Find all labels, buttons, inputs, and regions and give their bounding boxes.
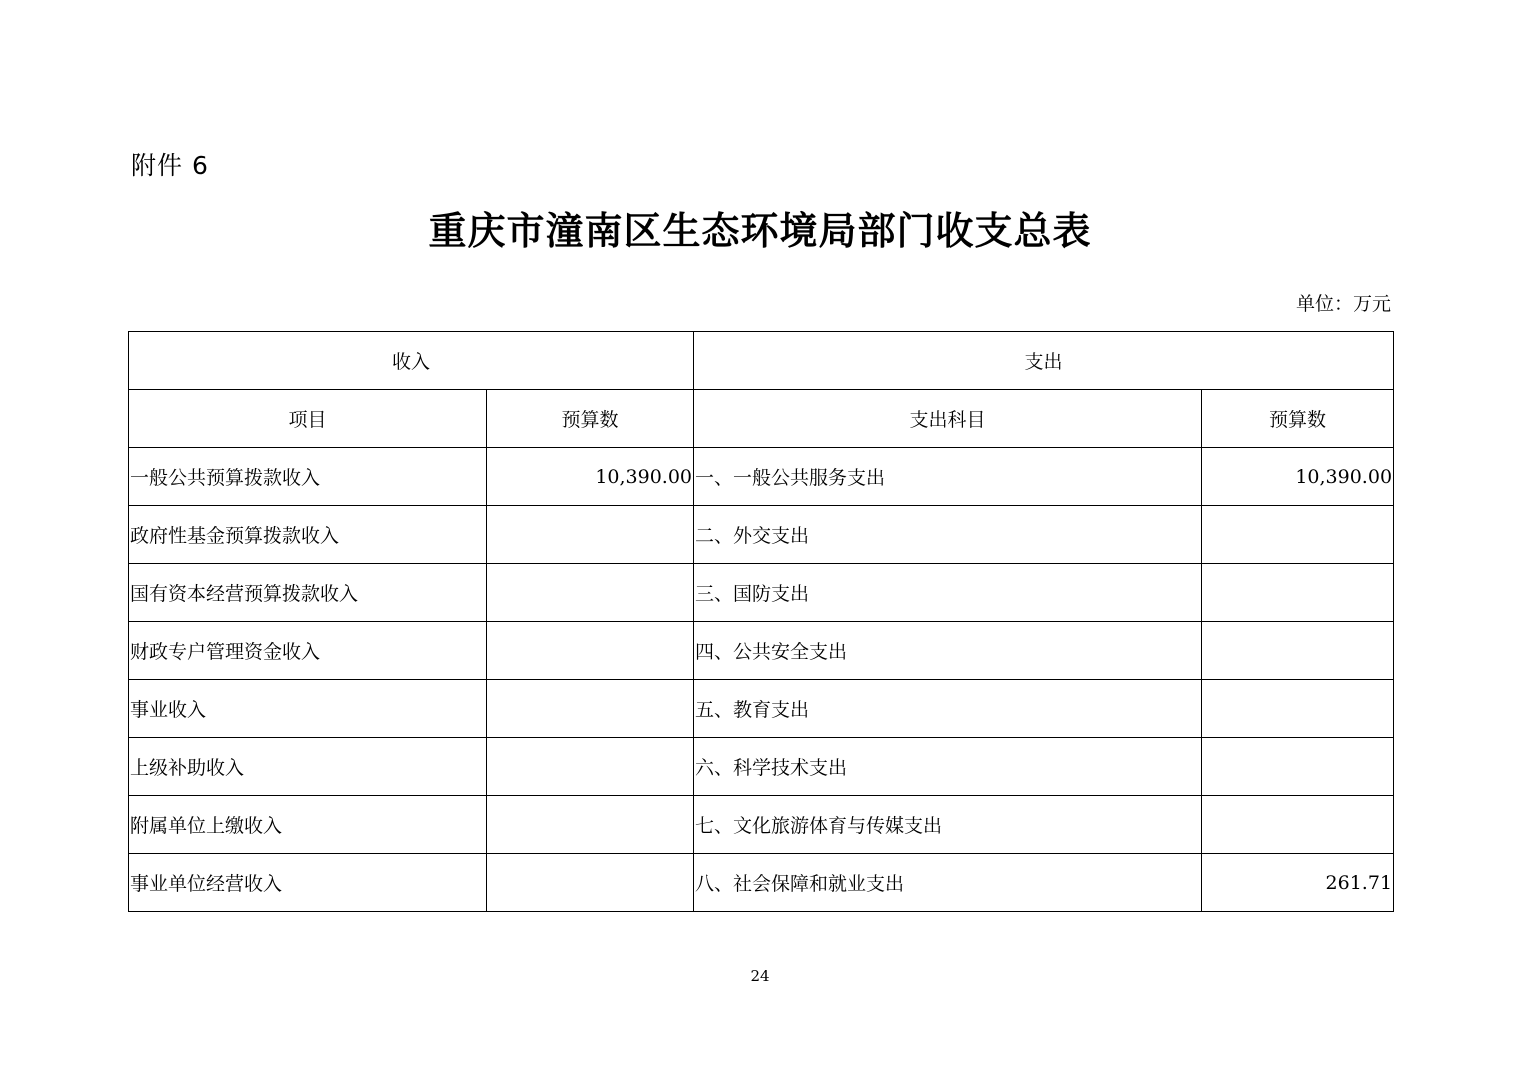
expense-item-cell: 七、文化旅游体育与传媒支出 — [694, 796, 1202, 854]
page-title: 重庆市潼南区生态环境局部门收支总表 — [428, 208, 1092, 253]
table-row — [129, 738, 1394, 796]
income-amount-cell — [487, 854, 694, 912]
income-group-header: 收入 — [129, 332, 694, 390]
page-number: 24 — [750, 967, 770, 985]
income-item-cell: 财政专户管理资金收入 — [129, 622, 487, 680]
income-amount-cell — [487, 796, 694, 854]
expense-item-cell: 三、国防支出 — [694, 564, 1202, 622]
income-amount-cell — [487, 506, 694, 564]
expense-amount-cell — [1202, 564, 1394, 622]
income-item-cell: 事业收入 — [129, 680, 487, 738]
column-header-row — [129, 390, 1394, 448]
expense-amount-cell — [1202, 738, 1394, 796]
budget-summary-table — [128, 331, 1394, 912]
income-amount-cell — [487, 564, 694, 622]
expense-amount-cell: 10,390.00 — [1202, 448, 1394, 506]
income-item-cell: 附属单位上缴收入 — [129, 796, 487, 854]
expense-item-cell: 二、外交支出 — [694, 506, 1202, 564]
income-item-cell: 一般公共预算拨款收入 — [129, 448, 487, 506]
table-row — [129, 796, 1394, 854]
expense-amount-cell — [1202, 680, 1394, 738]
income-item-header: 项目 — [129, 390, 487, 448]
expense-item-cell: 六、科学技术支出 — [694, 738, 1202, 796]
expense-group-header: 支出 — [694, 332, 1394, 390]
income-item-cell: 事业单位经营收入 — [129, 854, 487, 912]
expense-item-cell: 四、公共安全支出 — [694, 622, 1202, 680]
table-row — [129, 564, 1394, 622]
table-row — [129, 854, 1394, 912]
expense-amount-header: 预算数 — [1202, 390, 1394, 448]
expense-item-cell: 五、教育支出 — [694, 680, 1202, 738]
expense-item-cell: 一、一般公共服务支出 — [694, 448, 1202, 506]
table-row — [129, 680, 1394, 738]
table-row — [129, 622, 1394, 680]
expense-amount-cell: 261.71 — [1202, 854, 1394, 912]
income-amount-header: 预算数 — [487, 390, 694, 448]
expense-amount-cell — [1202, 506, 1394, 564]
expense-item-cell: 八、社会保障和就业支出 — [694, 854, 1202, 912]
attachment-label: 附件 6 — [131, 151, 209, 180]
expense-item-header: 支出科目 — [694, 390, 1202, 448]
income-amount-cell — [487, 622, 694, 680]
income-amount-cell: 10,390.00 — [487, 448, 694, 506]
group-header-row — [129, 332, 1394, 390]
unit-label: 单位：万元 — [1295, 293, 1391, 315]
income-amount-cell — [487, 680, 694, 738]
table-row — [129, 506, 1394, 564]
income-item-cell: 政府性基金预算拨款收入 — [129, 506, 487, 564]
income-amount-cell — [487, 738, 694, 796]
table-row — [129, 448, 1394, 506]
expense-amount-cell — [1202, 796, 1394, 854]
income-item-cell: 国有资本经营预算拨款收入 — [129, 564, 487, 622]
expense-amount-cell — [1202, 622, 1394, 680]
income-item-cell: 上级补助收入 — [129, 738, 487, 796]
